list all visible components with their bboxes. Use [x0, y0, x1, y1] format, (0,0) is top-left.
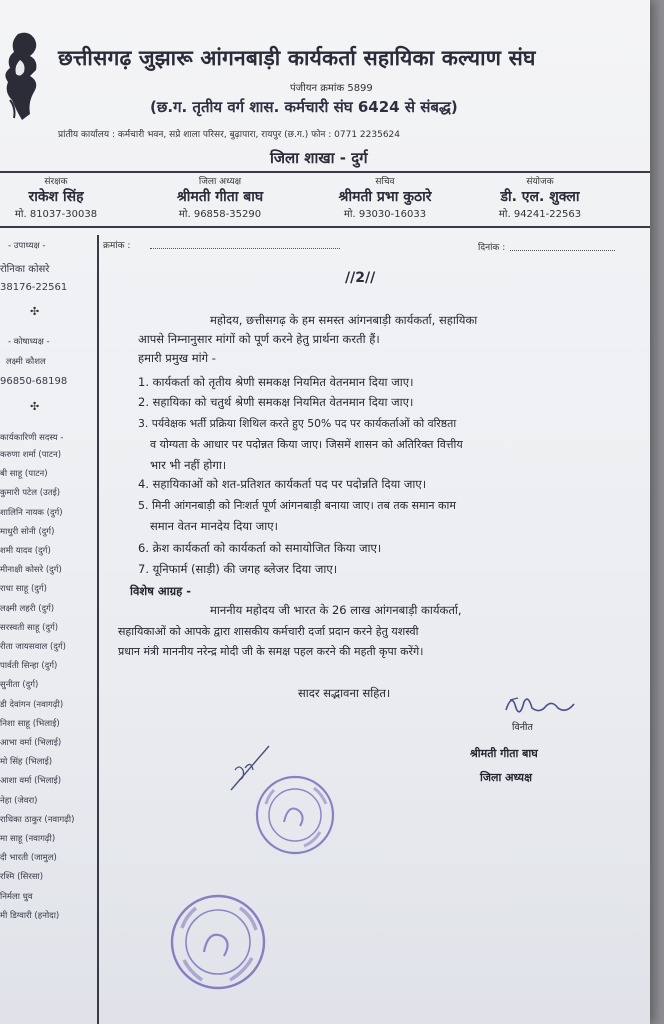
officer-phone: मो. 96858-35290 — [178, 209, 262, 220]
sidebar-member: निशा साहू (भिलाई) — [0, 718, 60, 729]
signer-name: श्रीमती गीता बाघ — [470, 747, 538, 760]
sidebar-member: पार्वती सिन्हा (दुर्ग) — [0, 661, 58, 672]
reference-blank — [150, 248, 340, 249]
officer-patron — [0, 174, 112, 220]
letter-line: 5. मिनी आंगनबाड़ी को निःशर्त पूर्ण आंगनबाड़ी बनाया जाए। तब तक समान काम — [138, 499, 456, 512]
sidebar-member: लक्ष्मी लहरी (दुर्ग) — [0, 603, 55, 614]
officer-secretary — [315, 174, 455, 220]
sidebar-member: बी साहू (पाटन) — [0, 469, 48, 480]
letter-line: 1. कार्यकर्ता को तृतीय श्रेणी समकक्ष नियमित वेतनमान दिया जाए। — [138, 375, 414, 389]
letter-line: विशेष आग्रह - — [130, 584, 191, 598]
letter-line: भार भी नहीं होगा। — [150, 458, 227, 472]
officer-name: राकेश सिंह — [28, 189, 84, 205]
sidebar-exec-heading: कार्यकारिणी सदस्य - — [0, 433, 64, 443]
sidebar-member: डी देवांगन (नवागढ़ी) — [0, 699, 64, 710]
sidebar-member: रश्मि (सिरसा) — [0, 872, 44, 883]
letter-line: 2. सहायिका को चतुर्थ श्रेणी समकक्ष नियमित वेतनमान दिया जाए। — [138, 395, 414, 409]
letter-line: आपसे निम्नानुसार मांगों को पूर्ण करने हेतु प्रार्थना करती हैं। — [138, 332, 380, 346]
letter-line: सहायिकाओं को आपके द्वारा शासकीय कर्मचारी दर्जा प्रदान करने हेतु यशस्वी — [118, 625, 419, 638]
letter-line: माननीय महोदय जी भारत के 26 लाख आंगनबाड़ी कार्यकर्ता, — [210, 603, 462, 617]
affiliation-line: (छ.ग. तृतीय वर्ग शास. कर्मचारी संघ 6424 से संबद्ध) — [150, 98, 458, 116]
closing-line: सादर सद्भावना सहित। — [298, 686, 391, 700]
district-branch: जिला शाखा - दुर्ग — [270, 149, 368, 167]
sidebar-member: रीता जायसवाल (दुर्ग) — [0, 642, 66, 652]
officer-convener — [470, 174, 610, 220]
date-label: दिनांक : — [478, 243, 506, 253]
sidebar-vp-name: रोनिका कोसरे — [0, 264, 50, 275]
sidebar-member: माधुरी सोनी (दुर्ग) — [0, 526, 55, 537]
sidebar-member: निर्मला धुव — [0, 891, 33, 902]
officer-phone: मो. 81037-30038 — [14, 209, 98, 220]
officer-name: श्रीमती प्रभा कुठारे — [338, 189, 432, 205]
sidebar-treasurer-role: - कोषाध्यक्ष - — [8, 337, 50, 347]
officer-role: सचिव — [375, 177, 395, 187]
sidebar-treasurer-phone: 96850-68198 — [0, 376, 68, 387]
sign-label: विनीत — [512, 722, 533, 733]
office-address: प्रांतीय कार्यालय : कर्मचारी भवन, सप्रे शाला परिसर, बुढ़ापारा, रायपुर (छ.ग.) फोन : 0771 2235624 — [58, 130, 400, 140]
letter-line: 7. यूनिफार्म (साड़ी) की जगह ब्लेजर दिया जाए। — [138, 562, 338, 576]
letter-line: महोदय, छत्तीसगढ़ के हम समस्त आंगनबाड़ी कार्यकर्ता, सहायिका — [210, 313, 478, 327]
union-logo — [0, 30, 52, 125]
date-blank — [510, 250, 615, 251]
letter-line: प्रधान मंत्री माननीय नरेन्द्र मोदी जी के समक्ष पहल करने की महती कृपा करेंगे। — [118, 645, 424, 658]
official-stamp — [254, 774, 336, 856]
officer-phone: मो. 94241-22563 — [498, 209, 582, 220]
sidebar-vp-role: - उपाध्यक्ष - — [8, 241, 46, 251]
officer-name: श्रीमती गीता बाघ — [176, 189, 264, 205]
officer-district-president — [150, 174, 290, 220]
signature-scribble — [500, 688, 580, 720]
official-stamp — [168, 892, 268, 992]
officers-divider — [0, 226, 650, 228]
sidebar-member: कुमारी पटेल (उतई) — [0, 488, 61, 499]
organization-title: छत्तीसगढ़ जुझारू आंगनबाड़ी कार्यकर्ता सहायिका कल्याण संघ — [58, 46, 536, 70]
sidebar-member: राधिका ठाकुर (नवागढ़ी) — [0, 814, 75, 825]
signer-title: जिला अध्यक्ष — [480, 771, 532, 784]
header-divider — [0, 171, 650, 173]
sidebar-member: आभा वर्मा (भिलाई) — [0, 738, 62, 748]
letter-line: 6. क्रेश कार्यकर्ता को कार्यकर्ता को समायोजित किया जाए। — [138, 541, 382, 555]
sidebar-member: सरस्वती साहू (दुर्ग) — [0, 622, 59, 633]
sidebar-vp-phone: 38176-22561 — [0, 282, 68, 293]
officer-role: संयोजक — [526, 177, 554, 187]
sidebar-member: मी डिग्वारी (हनोदा) — [0, 910, 60, 921]
officer-role: संरक्षक — [44, 177, 68, 187]
sidebar-member: मो सिंह (भिलाई) — [0, 757, 53, 768]
sidebar-member: दी भारती (जामुल) — [0, 853, 57, 864]
sidebar-member: मीनाक्षी कोसरे (दुर्ग) — [0, 565, 62, 576]
sidebar-divider — [97, 235, 99, 1024]
divider-ornament-icon: ✣ — [30, 305, 40, 318]
sidebar-member: राधा साहू (दुर्ग) — [0, 584, 47, 595]
sidebar-member: करुणा शर्मा (पाटन) — [0, 450, 62, 460]
reference-label: क्रमांक : — [103, 241, 131, 251]
sidebar-member: आशा वर्मा (भिलाई) — [0, 776, 62, 787]
sidebar-member: नेहा (जेवरा) — [0, 795, 38, 806]
officer-name: डी. एल. शुक्ला — [500, 189, 580, 205]
letter-line: समान वेतन मानदेय दिया जाए। — [150, 519, 278, 533]
sidebar-member: सुनीता (दुर्ग) — [0, 680, 39, 691]
registration-number: पंजीयन क्रमांक 5899 — [290, 83, 373, 94]
letter-line: 3. पर्यवेक्षक भर्ती प्रक्रिया शिथिल करते हुए 50% पद पर कार्यकर्ताओं को वरिष्ठता — [138, 417, 457, 430]
letter-line: व योग्यता के आधार पर पदोन्नत किया जाए। जिसमें शासन को अतिरिक्त वित्तीय — [150, 438, 463, 451]
sidebar-member: मा साहू (नवागढ़ी) — [0, 834, 56, 844]
divider-ornament-icon: ✣ — [30, 400, 40, 413]
sidebar-member: शालिनि नायक (दुर्ग) — [0, 507, 63, 518]
sidebar-treasurer-name: लक्ष्मी कौशल — [6, 357, 46, 367]
letter-line: 4. सहायिकाओं को शत-प्रतिशत कार्यकर्ता पद पर पदोन्नति दिया जाए। — [138, 477, 427, 491]
officer-phone: मो. 93030-16033 — [343, 209, 427, 220]
sidebar-member: शमी यादव (दुर्ग) — [0, 546, 51, 556]
officer-role: जिला अध्यक्ष — [198, 177, 242, 187]
letter-line: हमारी प्रमुख मांगे - — [138, 351, 216, 365]
page-number: //2// — [345, 270, 376, 286]
